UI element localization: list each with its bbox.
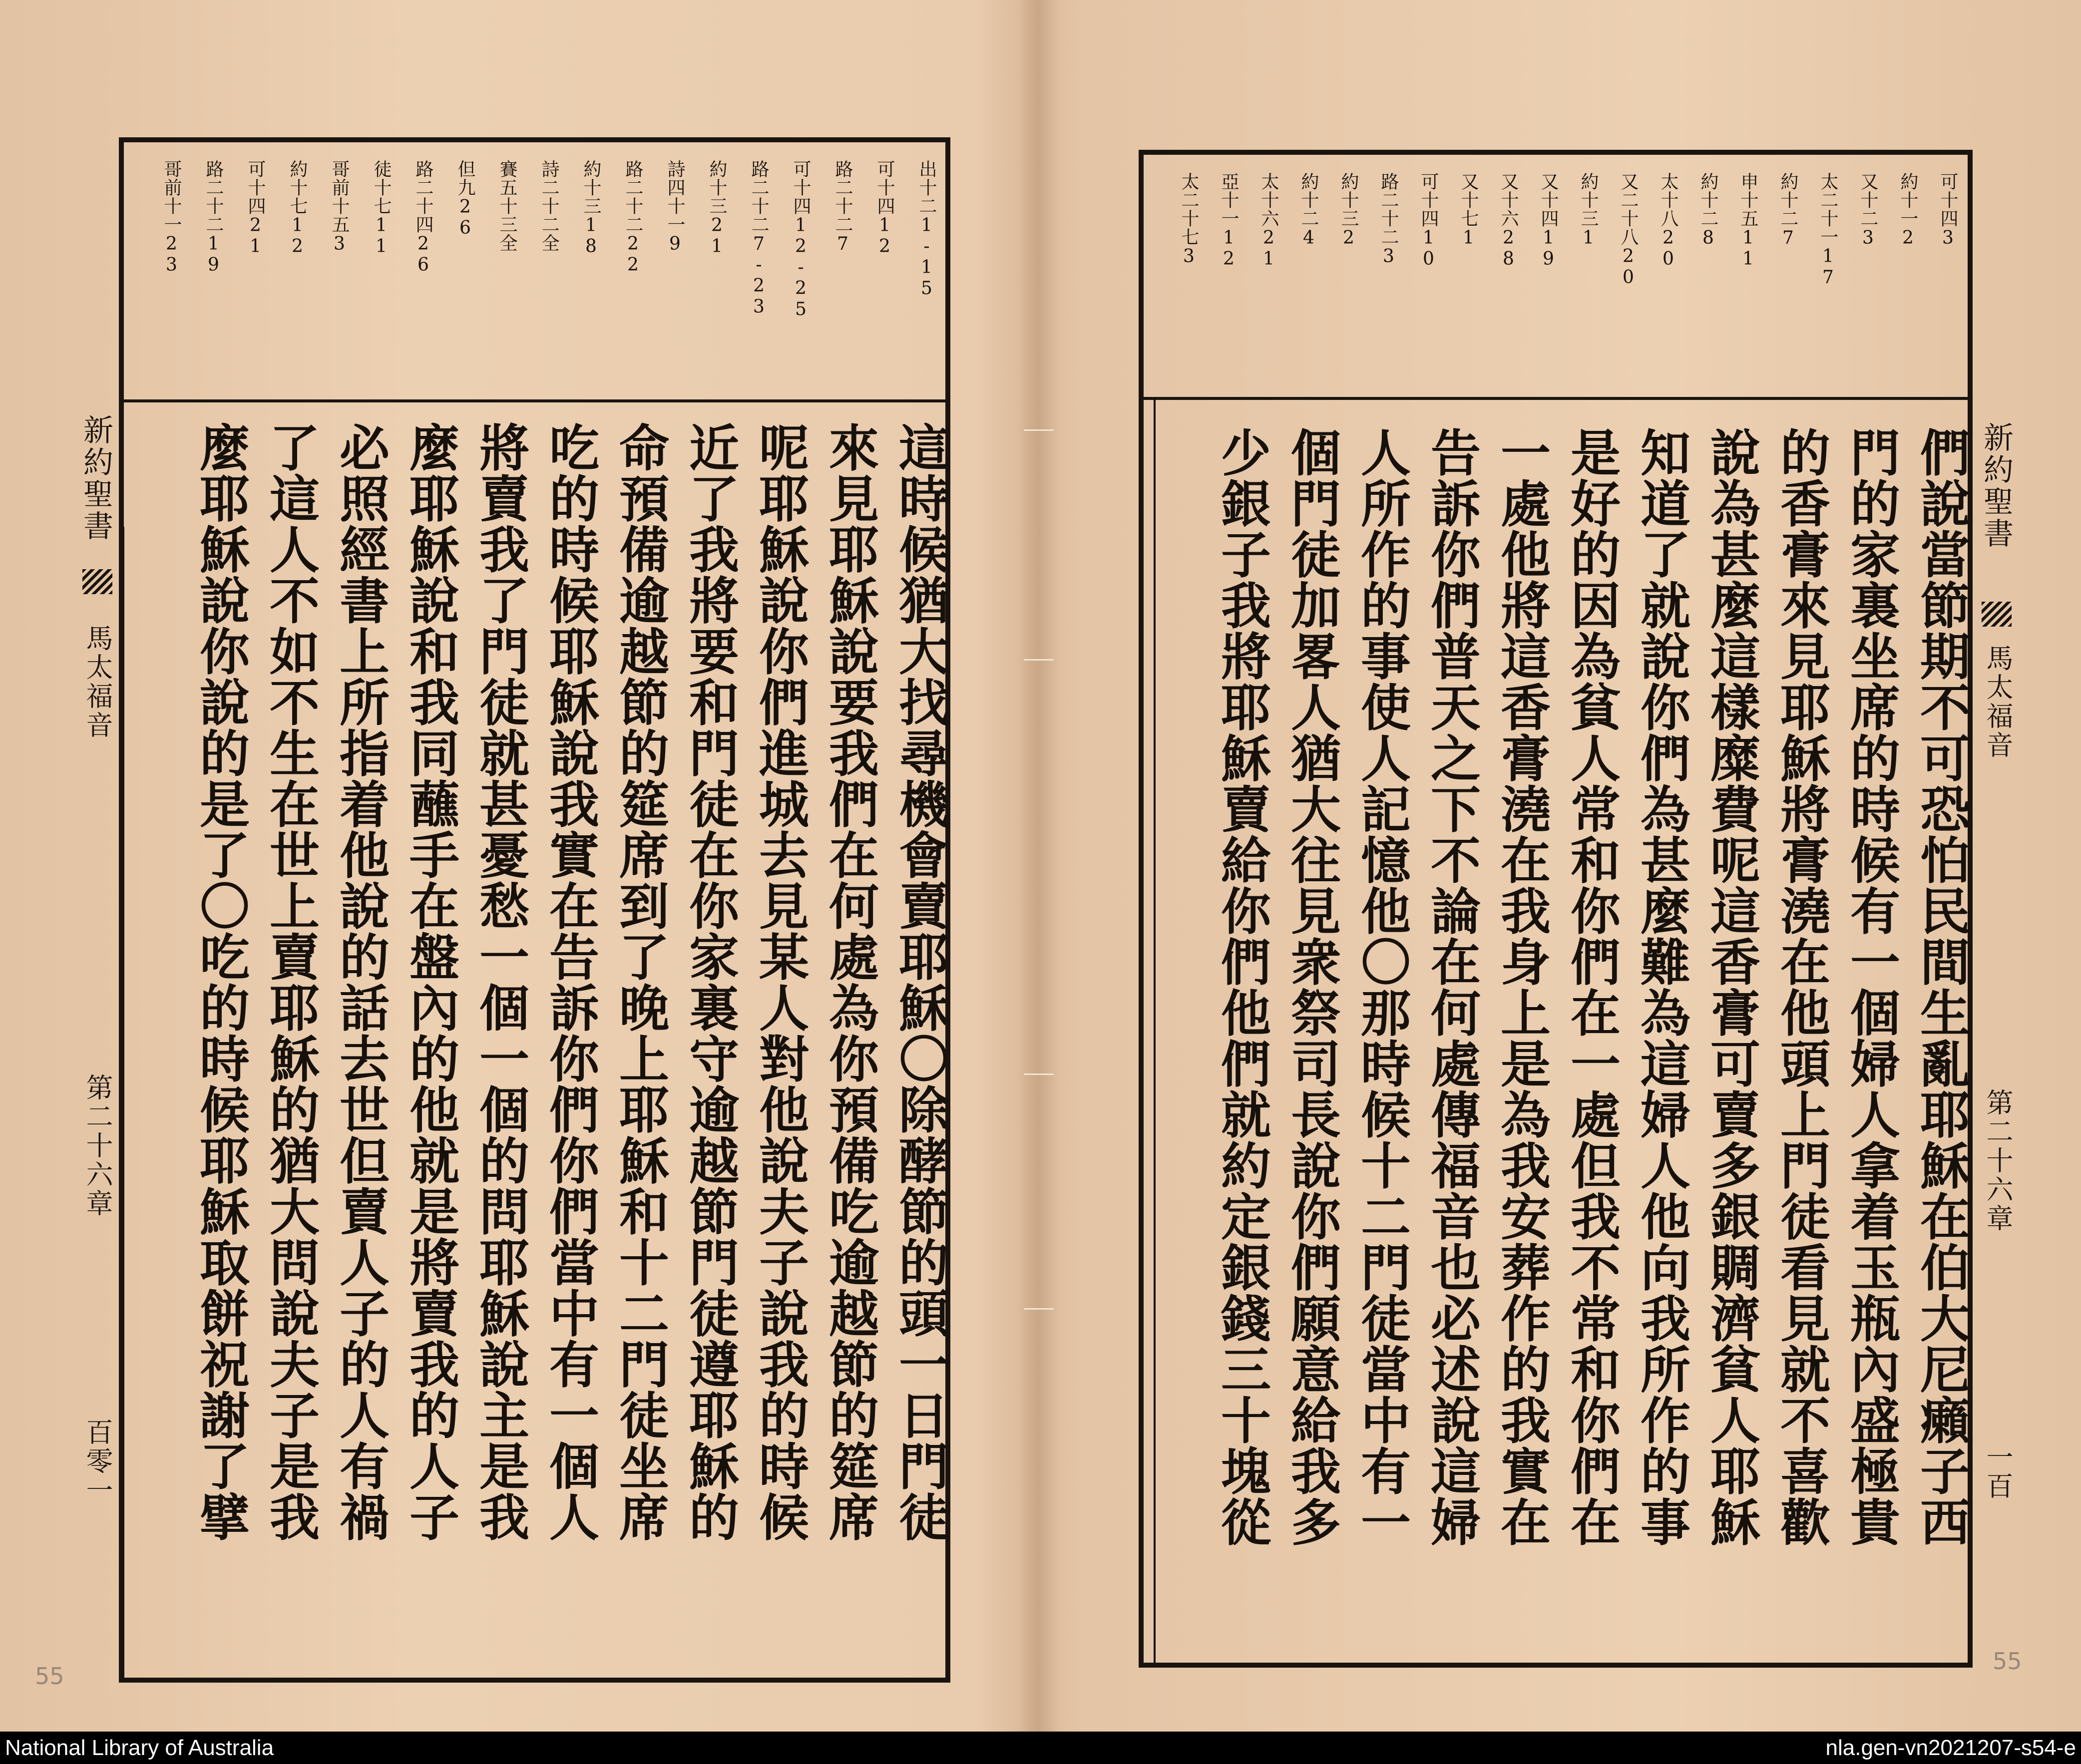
right-book-title: 新約聖書 [1979, 422, 2014, 550]
cross-reference: 可十四10 [1418, 172, 1439, 270]
text-column: 呢耶穌說你們進城去見某人對他說夫子說我的時候 [751, 422, 810, 1542]
cross-reference: 出十二1-15 [916, 160, 937, 299]
cross-reference: 太二十一17 [1818, 172, 1838, 288]
text-column: 人所作的事使人記憶他〇那時候十二門徒當中有一 [1352, 427, 1411, 1547]
right-pencil-mark: 55 [1993, 1648, 2022, 1675]
text-column: 了這人不如不生在世上賣耶穌的猶大問說夫子是我 [261, 422, 320, 1542]
binding-stitch [1024, 659, 1054, 668]
footer-bar [0, 1732, 2081, 1764]
text-column: 們說當節期不可恐怕民間生亂耶穌在伯大尼癩子西 [1912, 427, 1971, 1547]
cross-reference: 申十五11 [1738, 172, 1758, 270]
cross-reference: 約十二7 [1778, 172, 1798, 249]
text-column: 門的家裏坐席的時候有一個婦人拿着玉瓶內盛極貴 [1842, 427, 1901, 1547]
text-column: 個門徒加畧人猶大往見衆祭司長說你們願意給我多 [1282, 427, 1341, 1547]
book-gutter [1019, 0, 1059, 1732]
cross-reference: 又十四19 [1538, 172, 1559, 270]
left-book-title: 新約聖書 [78, 414, 113, 542]
text-column: 近了我將要和門徒在你家裏守逾越節門徒遵耶穌的 [681, 422, 740, 1542]
left-pencil-mark: 55 [35, 1663, 64, 1690]
right-chapter: 第二十六章 [1982, 1088, 2014, 1233]
ornament-icon [1982, 602, 2012, 627]
binding-stitch [1024, 1308, 1054, 1317]
right-page-number: 一百 [1982, 1443, 2014, 1501]
text-column: 是好的因為貧人常和你們在一處但我不常和你們在 [1562, 427, 1621, 1547]
right-gospel-name: 馬太福音 [1982, 644, 2014, 760]
cross-reference: 約十二8 [1698, 172, 1718, 249]
cross-reference: 可十四12 [874, 160, 895, 257]
text-column: 的香膏來見耶穌將膏澆在他頭上門徒看見就不喜歡 [1772, 427, 1831, 1547]
text-column: 將賣我了門徒就甚憂愁一個一個的問耶穌說主是我 [471, 422, 530, 1542]
footer-identifier: nla.gen-vn2021207-s54-e [1825, 1736, 2076, 1760]
text-column: 麼耶穌說你說的是了〇吃的時候耶穌取餅祝謝了擘 [191, 422, 250, 1542]
cross-reference: 又十六28 [1498, 172, 1519, 270]
cross-reference: 路二十二7-23 [749, 160, 769, 318]
cross-reference: 太十八20 [1658, 172, 1678, 270]
ornament-icon [82, 569, 112, 594]
cross-reference: 太二十七3 [1179, 172, 1199, 267]
text-column: 這時候猶大找尋機會賣耶穌〇除酵節的頭一日門徒 [890, 422, 949, 1542]
left-chapter: 第二十六章 [82, 1073, 113, 1218]
left-page-number: 百零一 [82, 1418, 113, 1505]
binding-stitch [1024, 429, 1054, 438]
cross-reference: 可十四12-25 [791, 160, 811, 320]
cross-reference: 又十二3 [1858, 172, 1878, 249]
cross-reference: 路二十二19 [203, 160, 224, 276]
text-column: 少銀子我將耶穌賣給你們他們就約定銀錢三十塊從 [1213, 427, 1271, 1547]
footer-institution: National Library of Australia [5, 1736, 274, 1760]
cross-reference: 路二十二7 [832, 160, 853, 255]
cross-reference: 哥前十一23 [161, 160, 182, 276]
cross-reference: 又二十八20 [1618, 172, 1639, 288]
cross-reference: 可十四3 [1938, 172, 1958, 249]
text-column: 必照經書上所指着他說的話去世但賣人子的人有禍 [331, 422, 390, 1542]
cross-reference: 約十三1 [1578, 172, 1599, 249]
cross-reference: 約十一2 [1898, 172, 1918, 249]
right-margin-rule [1154, 399, 1156, 1663]
left-margin-rule [122, 527, 124, 1680]
text-column: 來見耶穌說要我們在何處為你預備吃逾越節的筵席 [821, 422, 879, 1542]
cross-reference: 哥前十五3 [329, 160, 350, 255]
left-reference-box [119, 137, 950, 402]
cross-reference: 可十四21 [245, 160, 266, 257]
cross-reference: 但九26 [455, 160, 475, 239]
text-column: 麼耶穌說和我同蘸手在盤內的他就是將賣我的人子 [401, 422, 460, 1542]
left-gospel-name: 馬太福音 [82, 624, 113, 740]
cross-reference: 約十三18 [581, 160, 601, 257]
text-column: 知道了就說你們為甚麼難為這婦人他向我所作的事 [1632, 427, 1691, 1547]
text-column: 命預備逾越節的筵席到了晚上耶穌和十二門徒坐席 [611, 422, 670, 1542]
cross-reference: 約十三2 [1338, 172, 1359, 249]
text-column: 吃的時候耶穌說我實在告訴你們你們當中有一個人 [541, 422, 600, 1542]
cross-reference: 又十七1 [1458, 172, 1479, 249]
cross-reference: 路二十二22 [623, 160, 643, 276]
text-column: 說為甚麼這樣糜費呢這香膏可賣多銀賙濟貧人耶穌 [1702, 427, 1761, 1547]
cross-reference: 亞十一12 [1219, 172, 1239, 270]
cross-reference: 賽五十三全 [497, 160, 517, 252]
cross-reference: 徒十七11 [371, 160, 392, 257]
cross-reference: 約十七12 [287, 160, 308, 257]
cross-reference: 詩四十一9 [665, 160, 685, 255]
cross-reference: 路二十四26 [413, 160, 433, 276]
cross-reference: 路二十二3 [1378, 172, 1399, 267]
cross-reference: 約十二4 [1298, 172, 1319, 249]
cross-reference: 詩二十二全 [539, 160, 559, 252]
cross-reference: 約十三21 [707, 160, 727, 257]
text-column: 告訴你們普天之下不論在何處傳福音也必述說這婦 [1422, 427, 1481, 1547]
text-column: 一處他將這香膏澆在我身上是為我安葬作的我實在 [1492, 427, 1551, 1547]
cross-reference: 太十六21 [1258, 172, 1279, 270]
binding-stitch [1024, 1073, 1054, 1082]
